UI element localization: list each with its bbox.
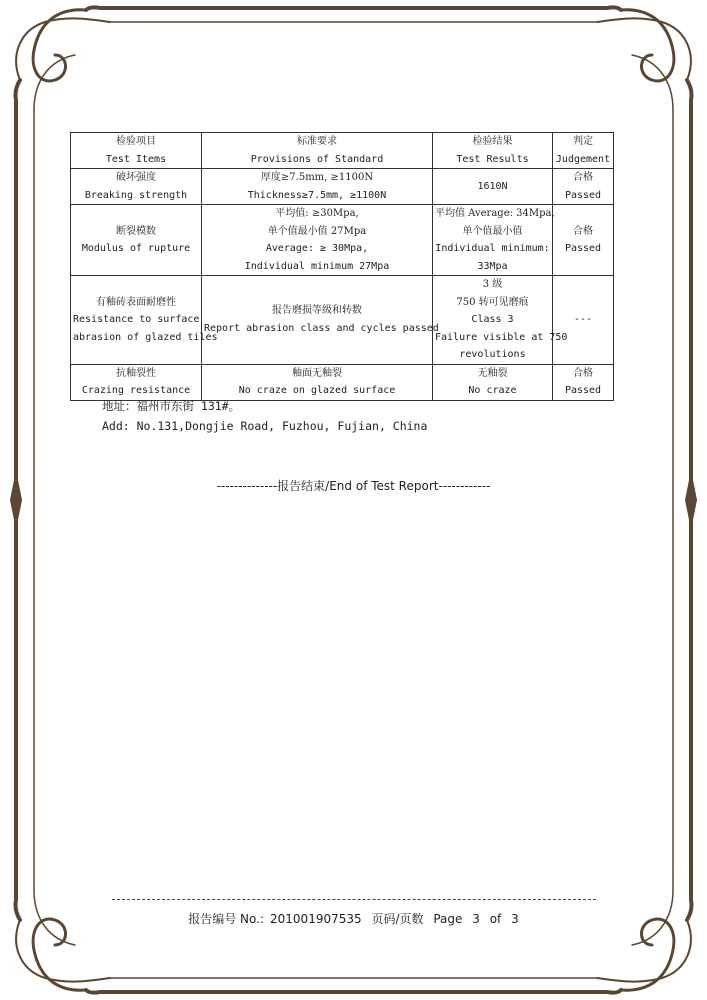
cell-result: 无釉裂 No craze: [433, 364, 553, 400]
table-row: [71, 169, 614, 205]
table-row: [71, 364, 614, 400]
header-test-items: 检验项目 Test Items: [71, 133, 202, 169]
end-of-report-marker: --------------报告结束/End of Test Report------------: [216, 479, 491, 493]
page-label: 页码/页数: [371, 912, 424, 926]
address-chinese: 地址：福州市东街 131#。: [102, 399, 241, 413]
cell-judgement: 合格 Passed: [553, 169, 614, 205]
cell-item: 断裂模数 Modulus of rupture: [71, 205, 202, 276]
cell-standard: 厚度≥7.5mm, ≥1100N Thickness≥7.5mm, ≥1100N: [202, 169, 433, 205]
footer: [0, 910, 707, 927]
cell-result: 1610N: [433, 169, 553, 205]
report-number-label: 报告编号 No.:: [188, 912, 265, 926]
page-current: 3: [472, 912, 480, 926]
cell-item: 抗釉裂性 Crazing resistance: [71, 364, 202, 400]
table-row: [71, 276, 614, 365]
cell-judgement: ---: [553, 276, 614, 365]
table-row: [71, 205, 614, 276]
header-provisions: 标准要求 Provisions of Standard: [202, 133, 433, 169]
header-judgement: 判定 Judgement: [553, 133, 614, 169]
cell-standard: 平均值: ≥30Mpa, 单个值最小值 27Mpa Average: ≥ 30Mpa, Individual minimum 27Mpa: [202, 205, 433, 276]
of-word: of: [489, 912, 502, 926]
cell-result: 3 级 750 转可见磨痕 Class 3 Failure visible at 750 revolutions: [433, 276, 553, 365]
cell-item: 破坏强度 Breaking strength: [71, 169, 202, 205]
page-total: 3: [511, 912, 519, 926]
cell-standard: 报告磨损等级和转数 Report abrasion class and cycles passed: [202, 276, 433, 365]
cell-standard: 釉面无釉裂 No craze on glazed surface: [202, 364, 433, 400]
footer-divider: [112, 899, 596, 900]
cell-item: 有釉砖表面耐磨性 Resistance to surface abrasion of glazed tiles: [71, 276, 202, 365]
cell-judgement: 合格 Passed: [553, 205, 614, 276]
cell-judgement: 合格 Passed: [553, 364, 614, 400]
cell-result: 平均值 Average: 34Mpa, 单个值最小值 Individual minimum: 33Mpa: [433, 205, 553, 276]
header-test-results: 检验结果 Test Results: [433, 133, 553, 169]
table-header-row: [71, 133, 614, 169]
test-results-table: [70, 132, 614, 401]
page-word: Page: [433, 912, 463, 926]
address-english: Add: No.131,Dongjie Road, Fuzhou, Fujian, China: [102, 419, 428, 433]
report-number: 201001907535: [270, 912, 362, 926]
